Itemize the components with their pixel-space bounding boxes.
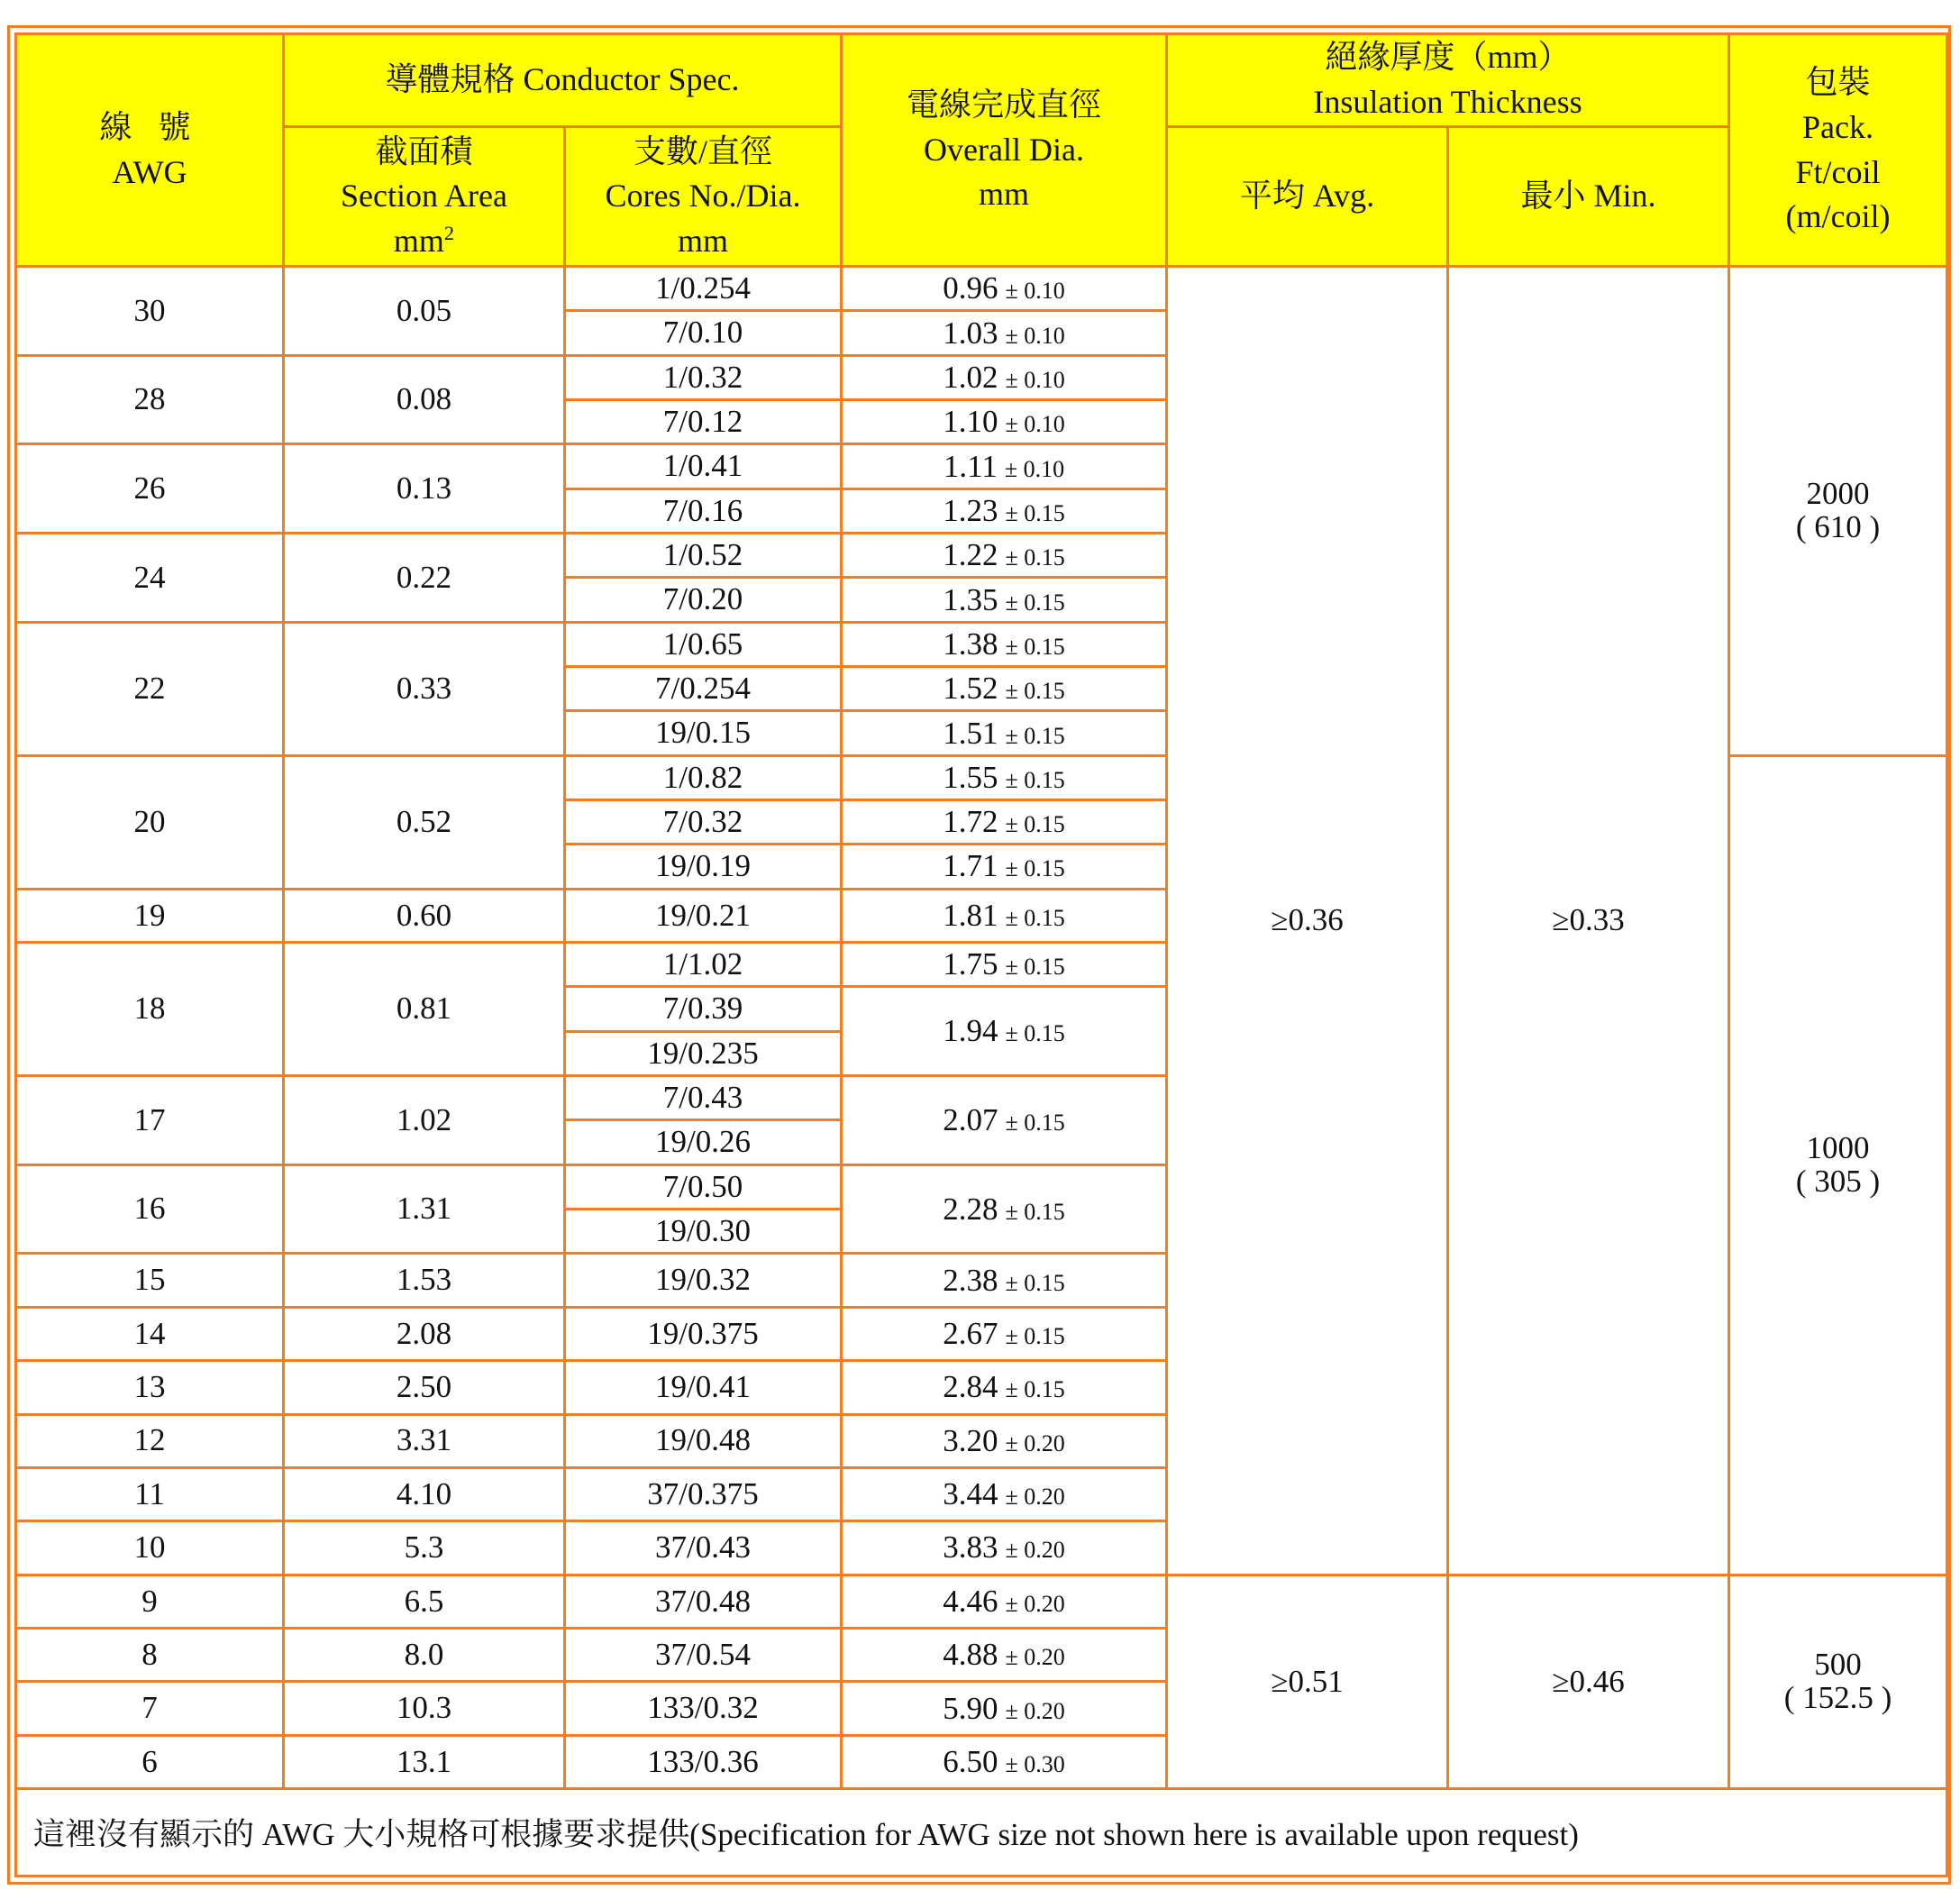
- awg-cell: 12: [16, 1414, 284, 1467]
- area-cell: 5.3: [284, 1521, 565, 1575]
- overall-dia-cell: 1.11 ± 0.10: [842, 444, 1167, 488]
- overall-dia-cell: 1.10 ± 0.10: [842, 400, 1167, 444]
- cores-cell: 133/0.36: [565, 1735, 842, 1788]
- area-cell: 0.33: [284, 622, 565, 755]
- cores-cell: 19/0.30: [565, 1210, 842, 1254]
- area-cell: 0.13: [284, 444, 565, 534]
- cores-cell: 1/0.254: [565, 267, 842, 311]
- overall-dia-cell: 1.35 ± 0.15: [842, 578, 1167, 622]
- pack-1000: 1000 ( 305 ): [1729, 755, 1947, 1575]
- cores-cell: 7/0.254: [565, 667, 842, 711]
- cores-cell: 7/0.32: [565, 800, 842, 845]
- area-cell: 0.08: [284, 355, 565, 444]
- awg-cell: 13: [16, 1361, 284, 1414]
- cores-cell: 7/0.12: [565, 400, 842, 444]
- insulation-avg-group1: ≥0.36: [1167, 267, 1448, 1575]
- header-insulation-avg: 平均 Avg.: [1167, 127, 1448, 267]
- overall-dia-cell: 1.81 ± 0.15: [842, 889, 1167, 942]
- overall-dia-cell: 1.52 ± 0.15: [842, 667, 1167, 711]
- cores-cell: 133/0.32: [565, 1682, 842, 1735]
- awg-cell: 26: [16, 444, 284, 534]
- insulation-min-group2: ≥0.46: [1448, 1575, 1729, 1789]
- overall-dia-cell: 2.84 ± 0.15: [842, 1361, 1167, 1414]
- awg-cell: 15: [16, 1254, 284, 1307]
- awg-cell: 17: [16, 1076, 284, 1165]
- cores-cell: 19/0.235: [565, 1031, 842, 1075]
- area-cell: 8.0: [284, 1629, 565, 1682]
- overall-dia-cell: 4.46 ± 0.20: [842, 1575, 1167, 1628]
- overall-dia-cell: 2.38 ± 0.15: [842, 1254, 1167, 1307]
- header-section-area: 截面積 Section Area $mm^2$: [284, 127, 565, 267]
- overall-dia-cell: 1.72 ± 0.15: [842, 800, 1167, 845]
- overall-dia-cell: 1.03 ± 0.10: [842, 311, 1167, 355]
- footnote: 這裡沒有顯示的 AWG 大小規格可根據要求提供(Specification for AWG size not shown here is available upon request): [16, 1789, 1947, 1876]
- header-insulation-min: 最小 Min.: [1448, 127, 1729, 267]
- awg-cell: 10: [16, 1521, 284, 1575]
- insulation-avg-group2: ≥0.51: [1167, 1575, 1448, 1789]
- cores-cell: 37/0.43: [565, 1521, 842, 1575]
- overall-dia-cell: 1.71 ± 0.15: [842, 845, 1167, 889]
- overall-dia-cell: 2.28 ± 0.15: [842, 1164, 1167, 1254]
- overall-dia-cell: 4.88 ± 0.20: [842, 1629, 1167, 1682]
- cores-cell: 1/0.65: [565, 622, 842, 666]
- area-cell: 0.22: [284, 534, 565, 623]
- cores-cell: 37/0.48: [565, 1575, 842, 1628]
- awg-cell: 8: [16, 1629, 284, 1682]
- pack-2000: 2000 ( 610 ): [1729, 267, 1947, 756]
- area-cell: 2.08: [284, 1307, 565, 1360]
- overall-dia-cell: 0.96 ± 0.10: [842, 267, 1167, 311]
- awg-cell: 19: [16, 889, 284, 942]
- cores-cell: 19/0.32: [565, 1254, 842, 1307]
- awg-cell: 30: [16, 267, 284, 356]
- overall-dia-cell: 2.67 ± 0.15: [842, 1307, 1167, 1360]
- cores-cell: 7/0.50: [565, 1164, 842, 1209]
- area-cell: 4.10: [284, 1467, 565, 1520]
- insulation-min-group1: ≥0.33: [1448, 267, 1729, 1575]
- cores-cell: 19/0.19: [565, 845, 842, 889]
- cores-cell: 7/0.39: [565, 987, 842, 1031]
- awg-cell: 16: [16, 1164, 284, 1254]
- overall-dia-cell: 1.38 ± 0.15: [842, 622, 1167, 666]
- cores-cell: 7/0.20: [565, 578, 842, 622]
- overall-dia-cell: 1.75 ± 0.15: [842, 943, 1167, 987]
- cores-cell: 1/0.41: [565, 444, 842, 488]
- header-pack: 包裝 Pack. Ft/coil (m/coil): [1729, 34, 1947, 267]
- awg-cell: 20: [16, 755, 284, 889]
- header-conductor-spec: 導體規格 Conductor Spec.: [284, 34, 842, 127]
- cores-cell: 7/0.16: [565, 488, 842, 533]
- overall-dia-cell: 1.22 ± 0.15: [842, 534, 1167, 578]
- cores-cell: 1/0.32: [565, 355, 842, 399]
- overall-dia-cell: 1.55 ± 0.15: [842, 755, 1167, 799]
- header-awg: 線 號 AWG: [16, 34, 284, 267]
- header-insulation-thickness: 絕緣厚度（mm） Insulation Thickness: [1167, 34, 1729, 127]
- cores-cell: 19/0.21: [565, 889, 842, 942]
- overall-dia-cell: 2.07 ± 0.15: [842, 1076, 1167, 1165]
- overall-dia-cell: 5.90 ± 0.20: [842, 1682, 1167, 1735]
- cores-cell: 19/0.48: [565, 1414, 842, 1467]
- table-row: [16, 267, 1947, 311]
- area-cell: 3.31: [284, 1414, 565, 1467]
- cores-cell: 7/0.10: [565, 311, 842, 355]
- cores-cell: 19/0.375: [565, 1307, 842, 1360]
- awg-cell: 6: [16, 1735, 284, 1788]
- overall-dia-cell: 3.20 ± 0.20: [842, 1414, 1167, 1467]
- cores-cell: 1/0.52: [565, 534, 842, 578]
- cores-cell: 19/0.41: [565, 1361, 842, 1414]
- overall-dia-cell: 6.50 ± 0.30: [842, 1735, 1167, 1788]
- cores-cell: 1/1.02: [565, 943, 842, 987]
- cores-cell: 19/0.15: [565, 711, 842, 755]
- pack-500: 500 ( 152.5 ): [1729, 1575, 1947, 1789]
- area-cell: 13.1: [284, 1735, 565, 1788]
- header-cores: 支數/直徑 Cores No./Dia. mm: [565, 127, 842, 267]
- overall-dia-cell: 1.23 ± 0.15: [842, 488, 1167, 533]
- overall-dia-cell: 1.94 ± 0.15: [842, 987, 1167, 1076]
- overall-dia-cell: 3.83 ± 0.20: [842, 1521, 1167, 1575]
- area-cell: 1.53: [284, 1254, 565, 1307]
- cores-cell: 37/0.375: [565, 1467, 842, 1520]
- header-overall-dia: 電線完成直徑 Overall Dia. mm: [842, 34, 1167, 267]
- area-cell: 6.5: [284, 1575, 565, 1628]
- overall-dia-cell: 1.51 ± 0.15: [842, 711, 1167, 755]
- awg-cell: 18: [16, 943, 284, 1076]
- cores-cell: 19/0.26: [565, 1120, 842, 1164]
- area-cell: 0.52: [284, 755, 565, 889]
- area-cell: 1.02: [284, 1076, 565, 1165]
- overall-dia-cell: 3.44 ± 0.20: [842, 1467, 1167, 1520]
- table-row: [16, 1575, 1947, 1628]
- awg-cell: 22: [16, 622, 284, 755]
- awg-cell: 11: [16, 1467, 284, 1520]
- awg-cell: 28: [16, 355, 284, 444]
- awg-cell: 7: [16, 1682, 284, 1735]
- area-cell: 10.3: [284, 1682, 565, 1735]
- overall-dia-cell: 1.02 ± 0.10: [842, 355, 1167, 399]
- awg-cell: 14: [16, 1307, 284, 1360]
- area-cell: 0.60: [284, 889, 565, 942]
- cores-cell: 1/0.82: [565, 755, 842, 799]
- area-cell: 1.31: [284, 1164, 565, 1254]
- awg-cell: 24: [16, 534, 284, 623]
- awg-spec-table: [14, 32, 1948, 1877]
- awg-cell: 9: [16, 1575, 284, 1628]
- area-cell: 0.81: [284, 943, 565, 1076]
- cores-cell: 37/0.54: [565, 1629, 842, 1682]
- area-cell: 2.50: [284, 1361, 565, 1414]
- cores-cell: 7/0.43: [565, 1076, 842, 1120]
- area-cell: 0.05: [284, 267, 565, 356]
